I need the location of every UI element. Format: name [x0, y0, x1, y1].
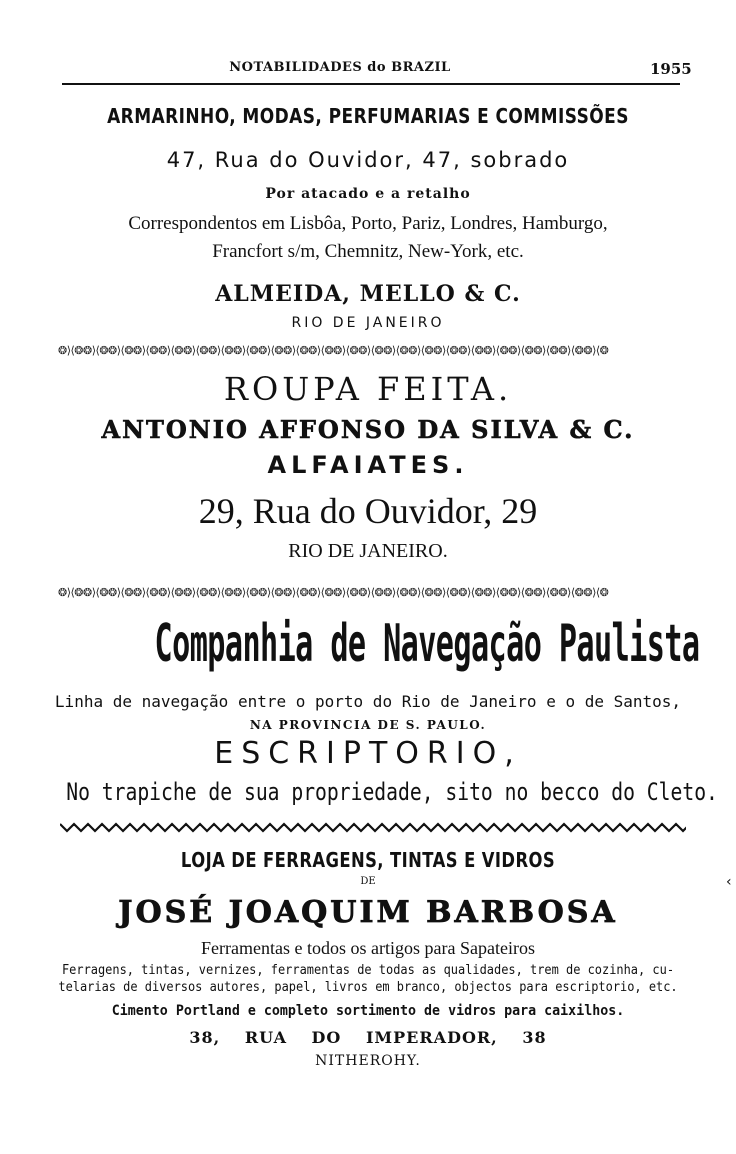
ad1-heading: ARMARINHO, MODAS, PERFUMARIAS E COMMISSÕES — [107, 104, 629, 128]
ad1-correspondents-line-1: Correspondentos em Lisbôa, Porto, Pariz, Londres, Hamburgo, — [128, 213, 608, 234]
ad2-city: RIO DE JANEIRO. — [288, 540, 448, 562]
ad2-trade: ALFAIATES. — [267, 451, 469, 479]
ad1-address: 47, Rua do Ouvidor, 47, sobrado — [166, 148, 570, 172]
ad1-correspondents-line-2: Francfort s/m, Chemnitz, New-York, etc. — [212, 241, 524, 262]
ad4-goods-line-1: Ferragens, tintas, vernizes, ferramentas de todas as qualidades, trem de cozinha, cu- — [61, 963, 675, 978]
ornamental-divider-1: ❂⟩⟨❂❂⟩⟨❂❂⟩⟨❂❂⟩⟨❂❂⟩⟨❂❂⟩⟨❂❂⟩⟨❂❂⟩⟨❂❂⟩⟨❂❂⟩⟨❂❂⟩⟨❂❂⟩⟨❂❂⟩⟨❂❂⟩⟨❂❂⟩⟨❂❂⟩⟨❂❂⟩⟨❂❂⟩⟨❂❂⟩⟨❂❂⟩⟨❂❂⟩⟨❂❂⟩⟨❂ — [58, 344, 609, 357]
margin-mark: ‹ — [726, 874, 732, 890]
ad3-route-line: Linha de navegação entre o porto do Rio de Janeiro e o de Santos, — [54, 692, 682, 711]
ad2-heading: ROUPA FEITA. — [223, 370, 513, 408]
ad3-office-heading: ESCRIPTORIO, — [214, 736, 522, 771]
ad4-heading: LOJA DE FERRAGENS, TINTAS E VIDROS — [180, 848, 556, 872]
ad1-firm-name: ALMEIDA, MELLO & C. — [215, 281, 521, 307]
ornamental-divider-2: ❂⟩⟨❂❂⟩⟨❂❂⟩⟨❂❂⟩⟨❂❂⟩⟨❂❂⟩⟨❂❂⟩⟨❂❂⟩⟨❂❂⟩⟨❂❂⟩⟨❂❂⟩⟨❂❂⟩⟨❂❂⟩⟨❂❂⟩⟨❂❂⟩⟨❂❂⟩⟨❂❂⟩⟨❂❂⟩⟨❂❂⟩⟨❂❂⟩⟨❂❂⟩⟨❂❂⟩⟨❂ — [58, 586, 609, 599]
running-header-title: NOTABILIDADES do BRAZIL — [229, 60, 451, 75]
ad4-goods-line-2: telarias de diversos autores, papel, livros em branco, objectos para escriptorio, etc. — [58, 980, 678, 995]
ad3-location: No trapiche de sua propriedade, sito no becco do Cleto. — [66, 778, 718, 806]
ad3-province: NA PROVINCIA DE S. PAULO. — [249, 718, 487, 732]
ad1-city: RIO DE JANEIRO — [291, 315, 445, 331]
ad3-heading: Companhia de Navegação Paulista — [154, 614, 700, 674]
header-rule — [62, 83, 680, 85]
ad2-address: 29, Rua do Ouvidor, 29 — [198, 491, 538, 531]
ad2-firm-name: ANTONIO AFFONSO DA SILVA & C. — [101, 415, 635, 444]
ad4-address: 38, RUA DO IMPERADOR, 38 — [189, 1028, 547, 1047]
ad4-cement-line: Cimento Portland e completo sortimento de vidros para caixilhos. — [111, 1003, 625, 1019]
ad4-city: NITHEROHY. — [315, 1053, 421, 1069]
wavy-divider — [60, 820, 686, 834]
ad4-owner-name: JOSÉ JOAQUIM BARBOSA — [118, 895, 618, 930]
page-number: 1955 — [650, 60, 692, 78]
ad4-de: DE — [360, 876, 376, 887]
ad1-sale-terms: Por atacado e a retalho — [265, 186, 471, 202]
ad4-tools-line: Ferramentas e todos os artigos para Sapateiros — [201, 938, 535, 958]
